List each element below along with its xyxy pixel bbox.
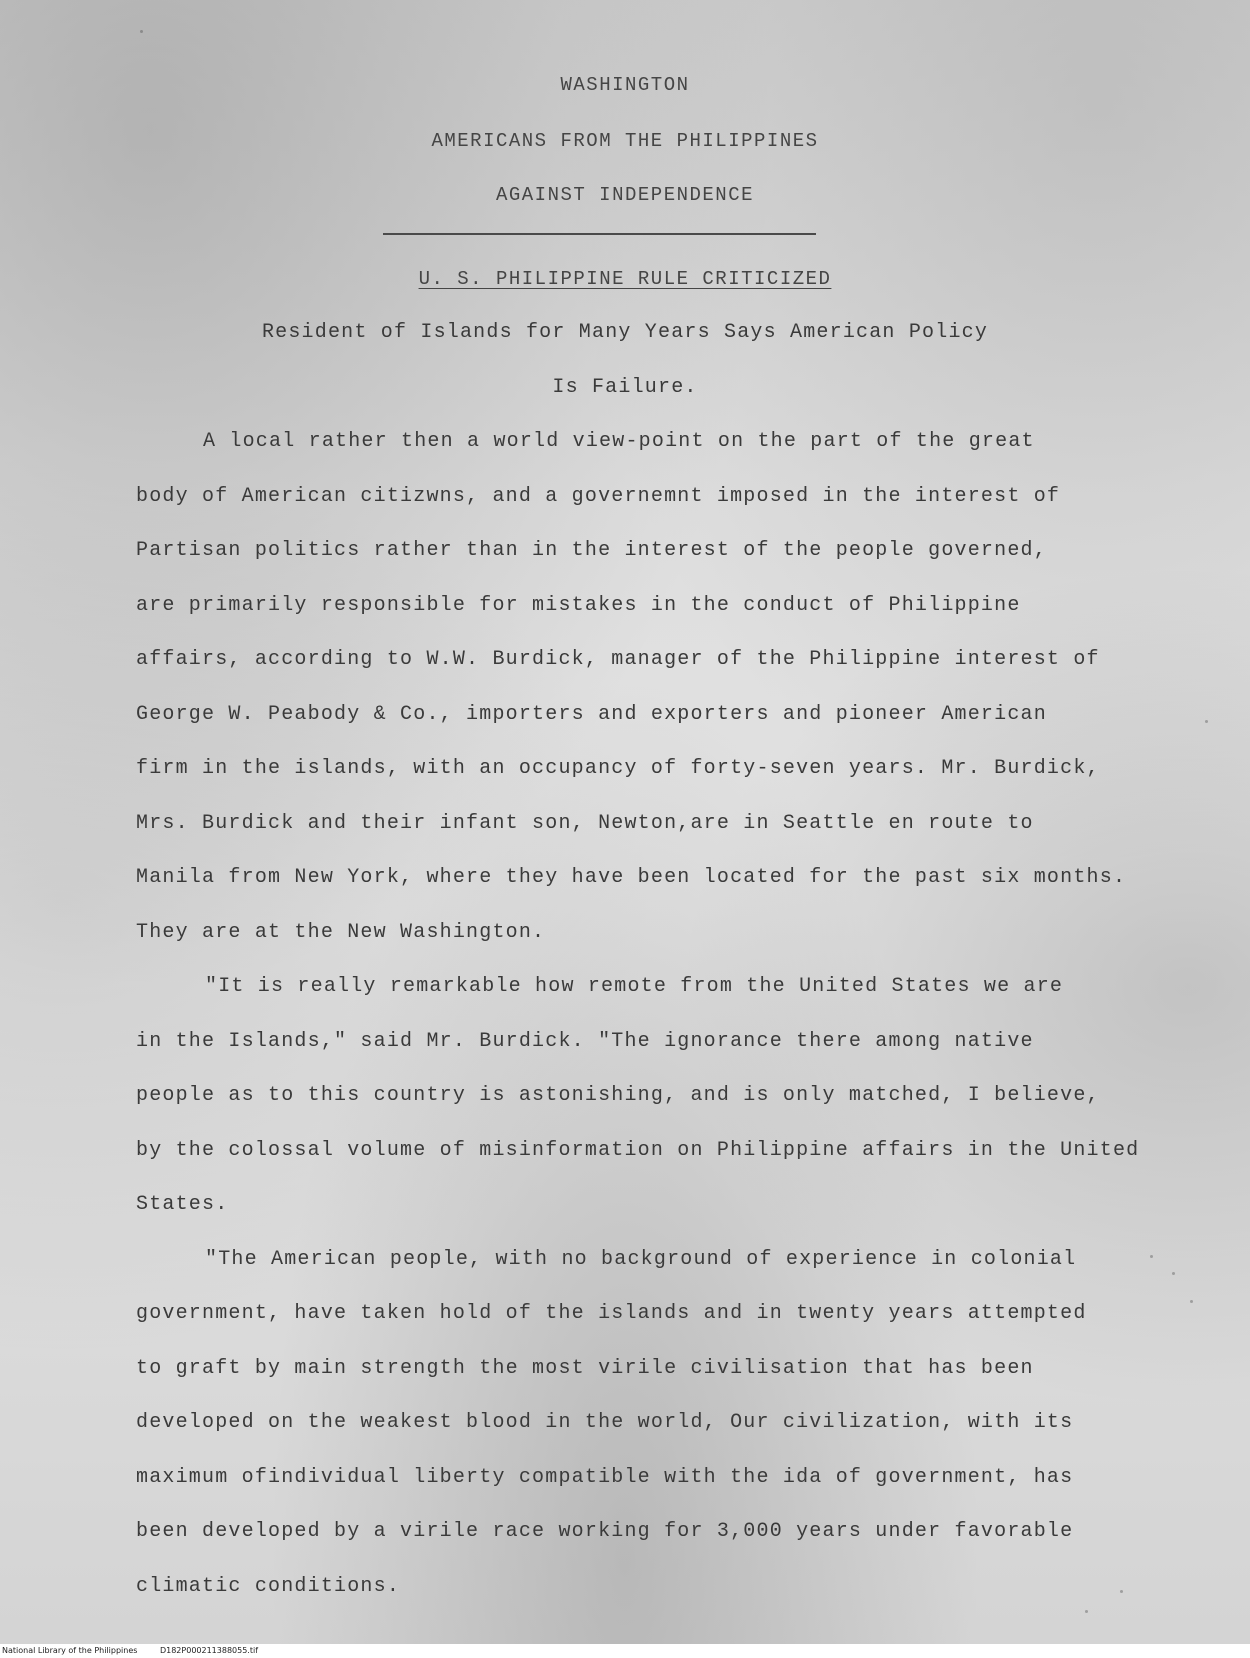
body-line: "It is really remarkable how remote from the United States we are <box>205 975 1064 998</box>
paper-speck <box>1150 1255 1153 1258</box>
body-line: been developed by a virile race working for 3,000 years under favorable <box>136 1520 1074 1543</box>
body-line: States. <box>136 1193 229 1216</box>
body-line: are primarily responsible for mistakes in the conduct of Philippine <box>136 594 1021 617</box>
paper-speck <box>140 30 143 33</box>
body-line: to graft by main strength the most virile civilisation that has been <box>136 1357 1034 1380</box>
paper-speck <box>1120 1590 1123 1593</box>
body-line: A local rather then a world view-point on the part of the great <box>203 430 1035 453</box>
paper-speck <box>1190 1300 1193 1303</box>
body-line: government, have taken hold of the islands and in twenty years attempted <box>136 1302 1087 1325</box>
dateline: WASHINGTON <box>560 74 690 96</box>
body-line: George W. Peabody & Co., importers and exporters and pioneer American <box>136 703 1047 726</box>
body-line: Partisan politics rather than in the interest of the people governed, <box>136 539 1047 562</box>
body-line: body of American citizwns, and a governemnt imposed in the interest of <box>136 485 1061 508</box>
headline: U. S. PHILIPPINE RULE CRITICIZED <box>418 268 832 290</box>
body-line: Mrs. Burdick and their infant son, Newton,are in Seattle en route to <box>136 812 1034 835</box>
separator-rule <box>383 233 816 235</box>
scan-filename: D182P000211388055.tif <box>159 1646 259 1655</box>
body-line: people as to this country is astonishing, and is only matched, I believe, <box>136 1084 1100 1107</box>
body-line: by the colossal volume of misinformation on Philippine affairs in the United <box>136 1139 1140 1162</box>
body-line: Manila from New York, where they have been located for the past six months. <box>136 866 1127 889</box>
scan-footer <box>0 1644 1250 1658</box>
paper-speck <box>1205 720 1208 723</box>
body-line: developed on the weakest blood in the world, Our civilization, with its <box>136 1411 1074 1434</box>
body-line: in the Islands," said Mr. Burdick. "The ignorance there among native <box>136 1030 1034 1053</box>
header-line-2: AMERICANS FROM THE PHILIPPINES <box>431 130 819 152</box>
body-line: They are at the New Washington. <box>136 921 546 944</box>
header-line-3: AGAINST INDEPENDENCE <box>495 184 755 206</box>
body-line: "The American people, with no background of experience in colonial <box>205 1248 1077 1271</box>
body-line: firm in the islands, with an occupancy of forty-seven years. Mr. Burdick, <box>136 757 1100 780</box>
paper-speck <box>1085 1610 1088 1613</box>
body-line: maximum ofindividual liberty compatible with the ida of government, has <box>136 1466 1074 1489</box>
library-credit: National Library of the Philippines <box>2 1646 138 1655</box>
paper-speck <box>1172 1272 1175 1275</box>
subhead-line-1: Resident of Islands for Many Years Says American Policy <box>261 321 989 344</box>
subhead-line-2: Is Failure. <box>552 376 698 399</box>
body-line: affairs, according to W.W. Burdick, manager of the Philippine interest of <box>136 648 1100 671</box>
body-line: climatic conditions. <box>136 1575 401 1598</box>
